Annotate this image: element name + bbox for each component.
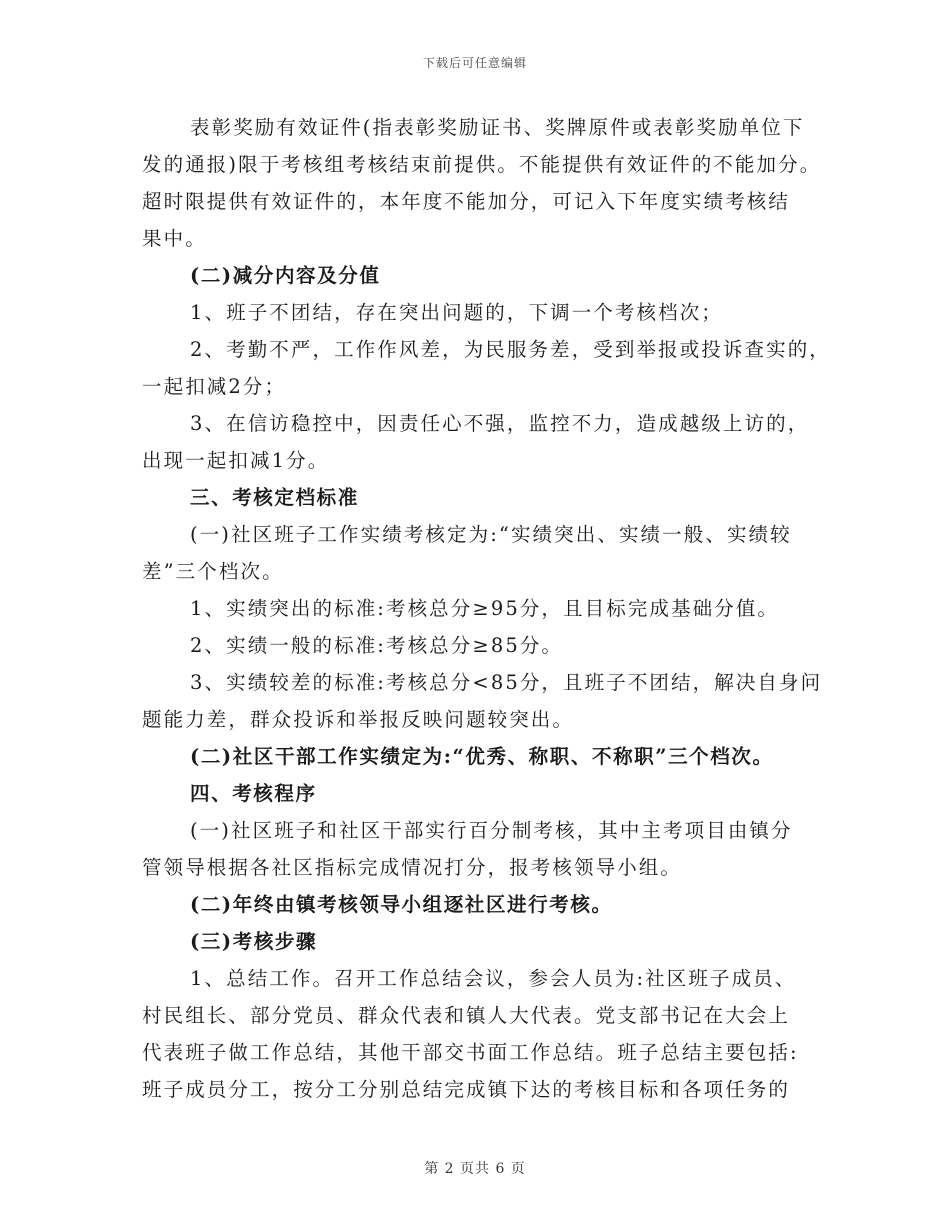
paragraph-line: (一)社区班子和社区干部实行百分制考核，其中主考项目由镇分 — [190, 819, 793, 842]
paragraph-line: 3、在信访稳控中，因责任心不强，监控不力，造成越级上访的， — [190, 412, 810, 435]
paragraph-line: 发的通报)限于考核组考核结束前提供。不能提供有效证件的不能加分。 — [142, 153, 822, 176]
paragraph-line: 表彰奖励有效证件(指表彰奖励证书、奖牌原件或表彰奖励单位下 — [190, 116, 805, 139]
section-heading: 三、考核定档标准 — [190, 486, 359, 509]
section-heading: (二)社区干部工作实绩定为:“优秀、称职、不称职”三个档次。 — [190, 745, 774, 768]
paragraph-line: 代表班子做工作总结，其他干部交书面工作总结。班子总结主要包括: — [142, 1041, 799, 1064]
section-heading: 四、考核程序 — [190, 782, 317, 805]
paragraph-line: 1、班子不团结，存在突出问题的，下调一个考核档次； — [190, 301, 723, 324]
paragraph-line: 1、总结工作。召开工作总结会议，参会人员为:社区班子成员、 — [190, 967, 797, 990]
paragraph-line: (一)社区班子工作实绩考核定为:“实绩突出、实绩一般、实绩较 — [190, 523, 792, 546]
paragraph-line: 题能力差，群众投诉和举报反映问题较突出。 — [142, 708, 575, 731]
paragraph-line: 一起扣减2分； — [142, 375, 287, 398]
paragraph-line: 班子成员分工，按分工分别总结完成镇下达的考核目标和各项任务的 — [142, 1078, 791, 1101]
paragraph-line: 村民组长、部分党员、群众代表和镇人大代表。党支部书记在大会上 — [142, 1004, 791, 1027]
paragraph-line: 果中。 — [142, 227, 207, 250]
section-heading: (二)减分内容及分值 — [190, 264, 381, 287]
paragraph-line: 3、实绩较差的标准:考核总分<85分，且班子不团结，解决自身问 — [190, 671, 823, 694]
paragraph-line: 差”三个档次。 — [142, 560, 284, 583]
paragraph-line: 管领导根据各社区指标完成情况打分，报考核领导小组。 — [142, 856, 683, 879]
paragraph-line: 1、实绩突出的标准:考核总分≥95分，且目标完成基础分值。 — [190, 597, 780, 620]
section-heading: (三)考核步骤 — [190, 930, 318, 953]
page-footer: 第 2 页共 6 页 — [424, 1161, 526, 1177]
paragraph-line: 2、实绩一般的标准:考核总分≥85分。 — [190, 634, 564, 657]
paragraph-line: 出现一起扣减1分。 — [142, 449, 330, 472]
page-header: 下载后可任意编辑 — [422, 56, 527, 70]
paragraph-line: 超时限提供有效证件的，本年度不能加分，可记入下年度实绩考核结 — [142, 190, 791, 213]
section-heading: (二)年终由镇考核领导小组逐社区进行考核。 — [190, 893, 613, 916]
paragraph-line: 2、考勤不严，工作作风差，为民服务差，受到举报或投诉查实的， — [190, 338, 831, 361]
